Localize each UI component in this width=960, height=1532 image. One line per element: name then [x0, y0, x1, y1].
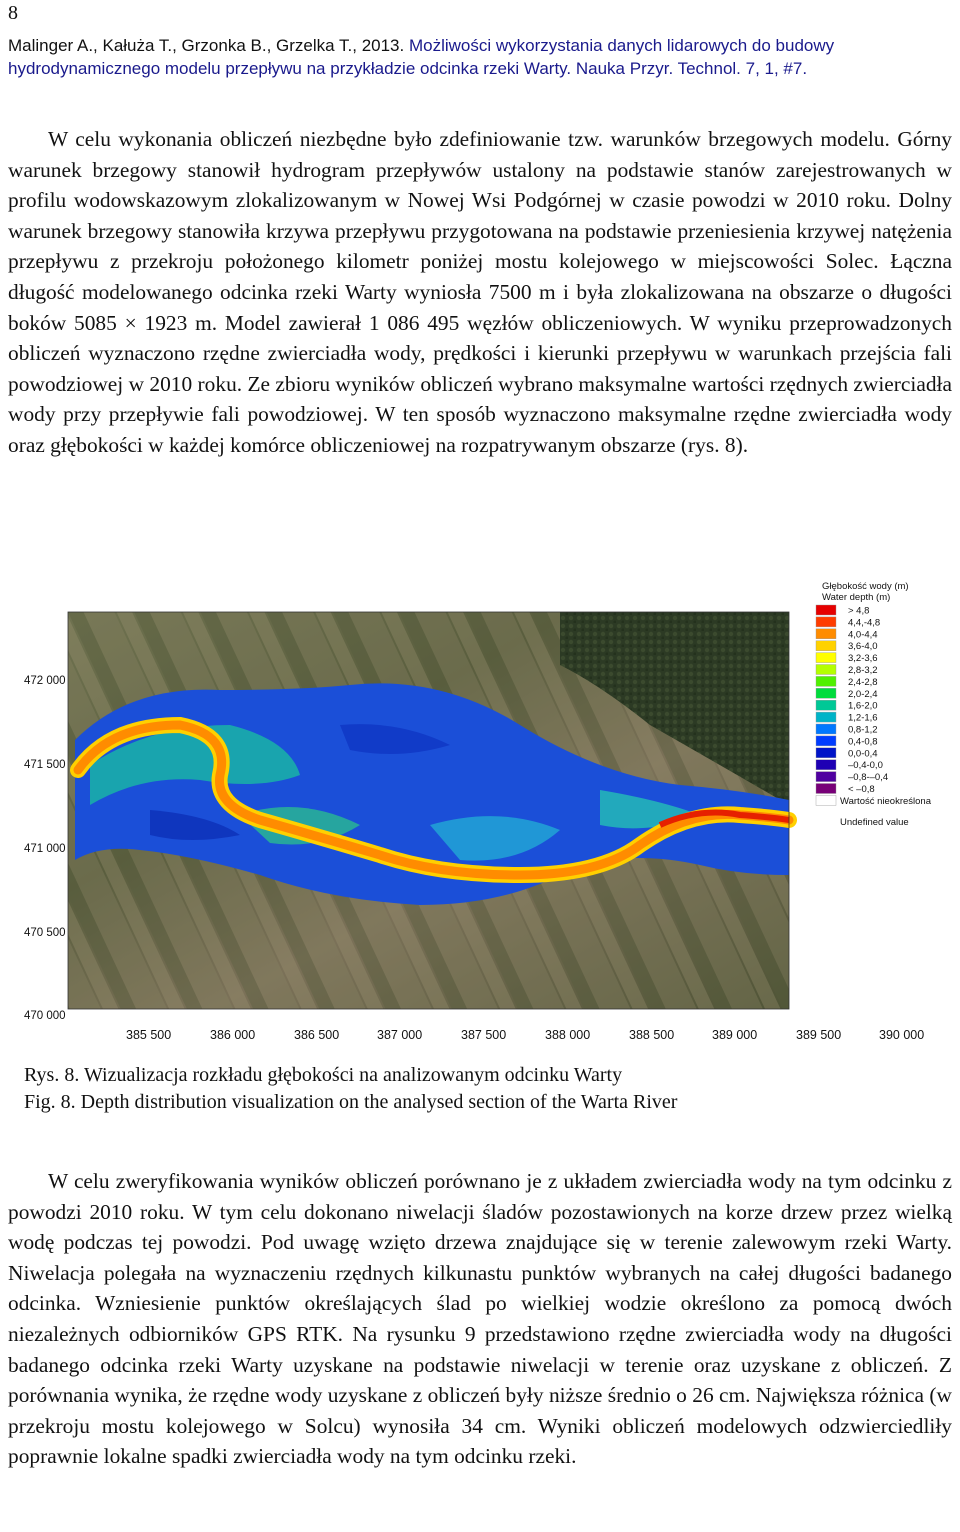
y-tick-label: 472 000 — [24, 675, 66, 687]
x-tick-label: 390 000 — [879, 1028, 925, 1042]
x-tick-label: 387 500 — [461, 1028, 507, 1042]
y-tick-label: 470 000 — [24, 1010, 66, 1022]
legend-label: 4,4,-4,8 — [848, 617, 881, 629]
x-tick-label: 388 500 — [629, 1028, 675, 1042]
legend-label: 4,0-4,4 — [848, 629, 878, 641]
legend-swatch — [816, 605, 836, 615]
legend-label: –0,4-0,0 — [848, 760, 883, 772]
legend-swatch — [816, 641, 836, 651]
legend-swatch — [816, 665, 836, 675]
legend-label: 0,8-1,2 — [848, 724, 878, 736]
x-tick-label: 387 000 — [377, 1028, 423, 1042]
legend-swatch — [816, 748, 836, 758]
citation-header — [8, 34, 952, 80]
y-tick-label: 471 000 — [24, 843, 66, 855]
y-tick-label: 470 500 — [24, 927, 66, 939]
x-tick-label: 389 500 — [796, 1028, 842, 1042]
legend-swatch — [816, 617, 836, 627]
legend-label: 1,6-2,0 — [848, 700, 878, 712]
body-paragraph-2: W celu zweryfikowania wyników obliczeń porównano je z układem zwierciadła wody na tym odcinku z powodzi 2010 roku. W tym celu dokonano niwelacji śladów pozostawionych na korze drzew przez wielką wodę podczas tej powodzi. Pod uwagę wzięto drzewa znajdujące się w terenie zalewowym rzeki Warty. Niwelacja polegała na wyznaczeniu rzędnych kilkunastu punktów wybranych na całej długości badanego odcinka. Wzniesienie punktów określających ślad po wielkiej wodzie określono za pomocą dwóch niezależnych odbiorników GPS RTK. Na rysunku 9 przedstawiono rzędne zwierciadła wody na długości badanego odcinka rzeki Warty uzyskane na podstawie niwelacji w terenie oraz uzyskane z obliczeń. Z porównania wynika, że rzędne wody uzyskane z obliczeń były niższe średnio o 26 cm. Największa różnica (w przekroju mostu kolejowego w Solcu) wynosiła 34 cm. Wyniki obliczeń modelowych odzwierciedliły poprawnie lokalne spadki zwierciadła wody na tym odcinku rzeki. — [8, 1169, 952, 1469]
x-tick-label: 386 500 — [294, 1028, 340, 1042]
legend-label: 0,0-0,4 — [848, 748, 878, 760]
x-tick-label: 388 000 — [545, 1028, 591, 1042]
body-paragraph-1: W celu wykonania obliczeń niezbędne było zdefiniowanie tzw. warunków brzegowych modelu. Górny warunek brzegowy stanowił hydrogram przepływów ustalony na podstawie stanów zarejestrowanych w profilu wodowskazowym zlokalizowanym w Nowej Wsi Podgórnej w czasie powodzi w 2010 roku. Dolny warunek brzegowy stanowiła krzywa przepływu przygotowana na podstawie przeniesienia krzywej natężenia przepływu z przekroju położonego kilometr poniżej mostu kolejowego w miejscowości Solec. Łączna długość modelowanego odcinka rzeki Warty wyniosła 7500 m i była zlokalizowana na obszarze o długości boków 5085 × 1923 m. Model zawierał 1 086 495 węzłów obliczeniowych. W wyniku przeprowadzonych obliczeń wyznaczono rzędne zwierciadła wody, prędkości i kierunki przepływu w warunkach przejścia fali powodziowej w 2010 roku. Ze zbioru wyników obliczeń wybrano maksymalne wartości rzędnych zwierciadła wody przy przepływie fali powodziowej. W ten sposób wyznaczono maksymalne rzędne zwierciadła wody oraz głębokości w każdej komórce obliczeniowej na rozpatrywanym obszarze (rys. 8). — [8, 127, 952, 457]
legend-label: 2,4-2,8 — [848, 676, 878, 688]
legend-title-en: Water depth (m) — [822, 592, 891, 603]
legend-undefined-en: Undefined value — [840, 817, 909, 828]
legend-swatch — [816, 629, 836, 639]
legend-swatch — [816, 760, 836, 770]
legend-label: 2,8-3,2 — [848, 665, 878, 676]
figure-depth-map — [0, 575, 960, 1055]
legend-swatch — [816, 700, 836, 710]
y-tick-label: 471 500 — [24, 759, 66, 771]
legend-label: 1,2-1,6 — [848, 712, 878, 724]
legend-label: > 4,8 — [848, 605, 870, 617]
legend-swatch — [816, 688, 836, 698]
legend-swatch — [816, 772, 836, 782]
legend-swatch — [816, 724, 836, 734]
legend-label: 3,6-4,0 — [848, 641, 878, 653]
citation-authors: Malinger A., Kałuża T., Grzonka B., Grzelka T., 2013. — [8, 36, 409, 55]
page-number: 8 — [8, 2, 18, 24]
depth-map-svg — [0, 575, 960, 1055]
x-axis — [126, 1028, 924, 1042]
legend-label: Wartość nieokreślona — [840, 795, 931, 807]
figure-caption-en: Fig. 8. Depth distribution visualization on the analysed section of the Warta River — [24, 1091, 678, 1113]
legend-swatch — [816, 795, 836, 805]
legend-label: 2,0-2,4 — [848, 688, 878, 700]
legend — [815, 579, 945, 829]
legend-swatch — [816, 653, 836, 663]
y-axis — [24, 675, 66, 1022]
legend-label: 0,4-0,8 — [848, 736, 878, 748]
x-tick-label: 386 000 — [210, 1028, 256, 1042]
legend-label: –0,8-–0,4 — [848, 772, 889, 784]
legend-swatch — [816, 676, 836, 686]
legend-title: Głębokość wody (m) — [822, 581, 909, 592]
legend-label: < –0,8 — [848, 784, 875, 795]
legend-swatch — [816, 736, 836, 746]
legend-label: 3,2-3,6 — [848, 653, 878, 665]
x-tick-label: 385 500 — [126, 1028, 172, 1042]
citation-title-link[interactable]: Możliwości wykorzystania danych lidarowych do budowy hydrodynamicznego modelu przepływu na przykładzie odcinka rzeki Warty. Nauka Przyr. Technol. 7, 1, #7. — [8, 36, 835, 78]
figure-caption-pl: Rys. 8. Wizualizacja rozkładu głębokości na analizowanym odcinku Warty — [24, 1064, 623, 1086]
legend-swatch — [816, 712, 836, 722]
x-tick-label: 389 000 — [712, 1028, 758, 1042]
legend-swatch — [816, 784, 836, 794]
